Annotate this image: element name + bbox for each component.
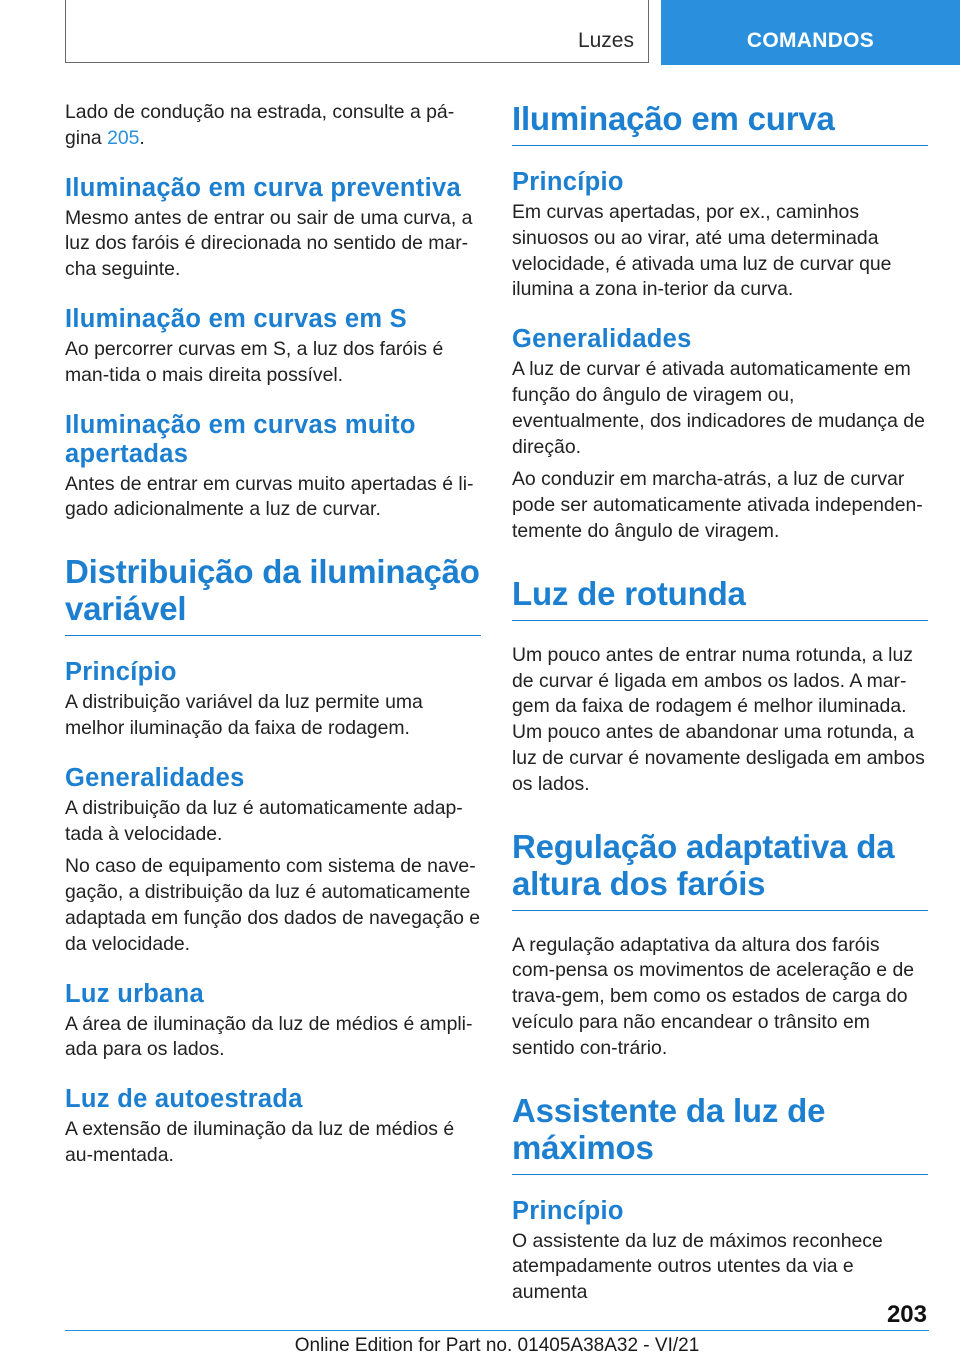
heading-principle-left: Princípio xyxy=(65,658,177,687)
heading-cornering-light: Iluminação em curva xyxy=(512,100,928,146)
left-column xyxy=(65,100,481,1169)
text-principle-high-beam: O assistente da luz de máximos reconhece atempadamente outros utentes da via e aumenta xyxy=(512,1229,883,1304)
text-principle-right: Em curvas apertadas, por ex., caminhos sinuosos ou ao virar, até uma determinada velocidade, é ativada uma luz de curvar que ilumina a zona in-terior da curva. xyxy=(512,201,892,301)
footer-divider xyxy=(65,1330,929,1331)
text-tight-curves: Antes de entrar em curvas muito apertadas é li-gado adicionalmente a luz de curvar. xyxy=(65,472,474,521)
right-column xyxy=(512,100,928,1306)
footer-edition: Online Edition for Part no. 01405A38A32 - VI/21 xyxy=(294,1335,700,1356)
text-roundabout-light: Um pouco antes de entrar numa rotunda, a luz de curvar é ligada em ambos os lados. A mar-gem da faixa de rodagem é melhor iluminada. Um pouco antes de abandonar uma rotunda, a luz de curvar é novamente desligada em ambos os lados. xyxy=(512,643,925,795)
heading-principle-high-beam: Princípio xyxy=(512,1196,624,1225)
heading-s-curves: Iluminação em curvas em S xyxy=(65,304,407,333)
heading-variable-light-distribution: Distribuição da iluminação variável xyxy=(65,553,481,636)
intro-text: Lado de condução na estrada, consulte a pá-gina xyxy=(65,101,455,149)
text-urban-light: A área de iluminação da luz de médios é ampli-ada para os lados. xyxy=(65,1012,473,1061)
heading-roundabout-light: Luz de rotunda xyxy=(512,575,928,621)
intro-paragraph xyxy=(65,100,481,152)
page-number: 203 xyxy=(886,1301,927,1328)
text-principle-left: A distribuição variável da luz permite uma melhor iluminação da faixa de rodagem. xyxy=(65,691,423,739)
text-general-left-1: A distribuição da luz é automaticamente adap-tada à velocidade. xyxy=(65,796,463,845)
heading-general-left: Generalidades xyxy=(65,763,245,792)
text-preventive-curve: Mesmo antes de entrar ou sair de uma curva, a luz dos faróis é direcionada no sentido de mar-cha seguinte. xyxy=(65,206,473,281)
intro-end: . xyxy=(139,126,145,149)
text-general-right-1: A luz de curvar é ativada automaticamente em função do ângulo de viragem ou, eventualmente, dos indicadores de mudança de direção. xyxy=(512,358,925,458)
header-chapter-tab xyxy=(661,0,960,65)
text-s-curves: Ao percorrer curvas em S, a luz dos faróis é man-tida o mais direita possível. xyxy=(65,337,444,386)
heading-general-right: Generalidades xyxy=(512,325,692,354)
header-section-box xyxy=(65,0,649,63)
text-motorway-light: A extensão de iluminação da luz de médios é au-mentada. xyxy=(65,1118,455,1166)
heading-principle-right: Princípio xyxy=(512,168,624,196)
header-chapter-label: COMANDOS xyxy=(746,29,875,52)
page-link-205[interactable]: 205 xyxy=(107,126,140,149)
heading-motorway-light: Luz de autoestrada xyxy=(65,1085,303,1114)
heading-urban-light: Luz urbana xyxy=(65,979,205,1008)
text-general-right-2: Ao conduzir em marcha-atrás, a luz de curvar pode ser automaticamente ativada independen-temente do ângulo de viragem. xyxy=(512,468,923,542)
header-section-title: Luzes xyxy=(577,29,634,52)
heading-adaptive-headlight-range: Regulação adaptativa da altura dos faróis xyxy=(512,828,928,911)
heading-preventive-curve: Iluminação em curva preventiva xyxy=(65,173,461,202)
heading-high-beam-assistant: Assistente da luz de máximos xyxy=(512,1092,928,1175)
text-adaptive-headlight-range: A regulação adaptativa da altura dos faróis com-pensa os movimentos de aceleração e de trava-gem, bem como os estados de carga do veículo para não encandear o trânsito em sentido con-trário. xyxy=(512,933,915,1059)
text-general-left-2: No caso de equipamento com sistema de nave-gação, a distribuição da luz é automaticamente adaptada em função dos dados de navegação e da velocidade. xyxy=(65,855,481,955)
heading-tight-curves: Iluminação em curvas muito apertadas xyxy=(65,410,416,468)
